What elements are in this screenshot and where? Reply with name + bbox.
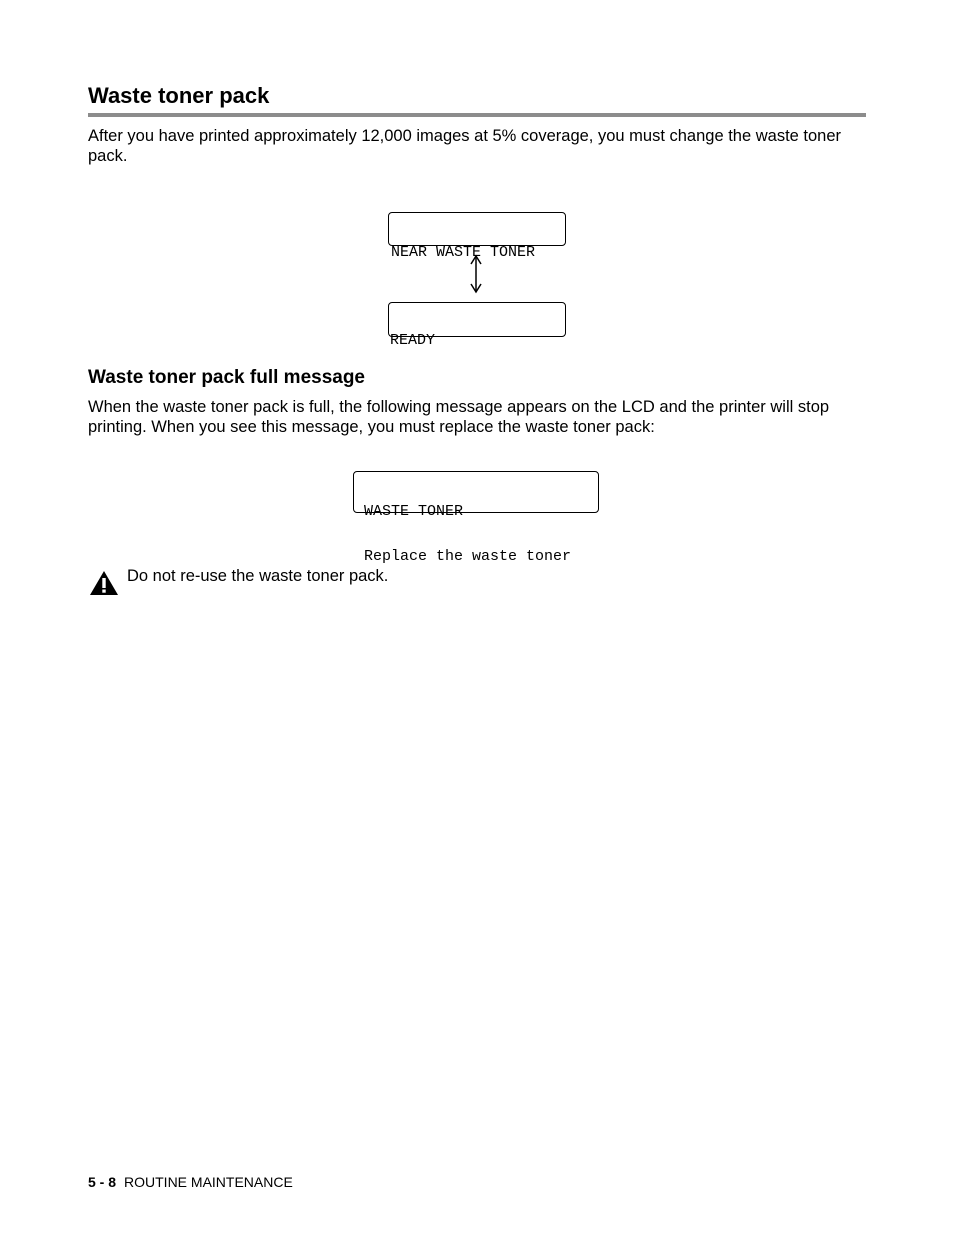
chapter-name: ROUTINE MAINTENANCE	[124, 1174, 293, 1190]
lcd-line-2: Replace the waste toner	[364, 548, 572, 565]
lcd-line-1: WASTE TONER	[364, 503, 464, 520]
warning-triangle-icon	[89, 570, 119, 596]
full-message-paragraph: When the waste toner pack is full, the following message appears on the LCD and the printer will stop printing. When you see this message, you must replace the waste toner pack:	[88, 398, 830, 436]
page-footer	[88, 1174, 293, 1190]
lcd-near-waste-toner	[388, 212, 566, 261]
lcd-ready	[388, 302, 566, 349]
lcd-text-ready: READY	[390, 332, 436, 349]
warning-text: Do not re-use the waste toner pack.	[127, 567, 389, 585]
title-rule	[88, 113, 866, 117]
lcd-text-near-waste-toner: NEAR WASTE TONER	[391, 244, 536, 261]
intro-paragraph: After you have printed approximately 12,000 images at 5% coverage, you must change the waste toner pack.	[88, 127, 842, 165]
subsection-title: Waste toner pack full message	[88, 367, 366, 388]
section-title: Waste toner pack	[88, 83, 270, 108]
double-arrow-icon	[466, 254, 486, 294]
page-number: 5 - 8	[88, 1174, 117, 1190]
lcd-waste-toner-full	[353, 471, 599, 565]
